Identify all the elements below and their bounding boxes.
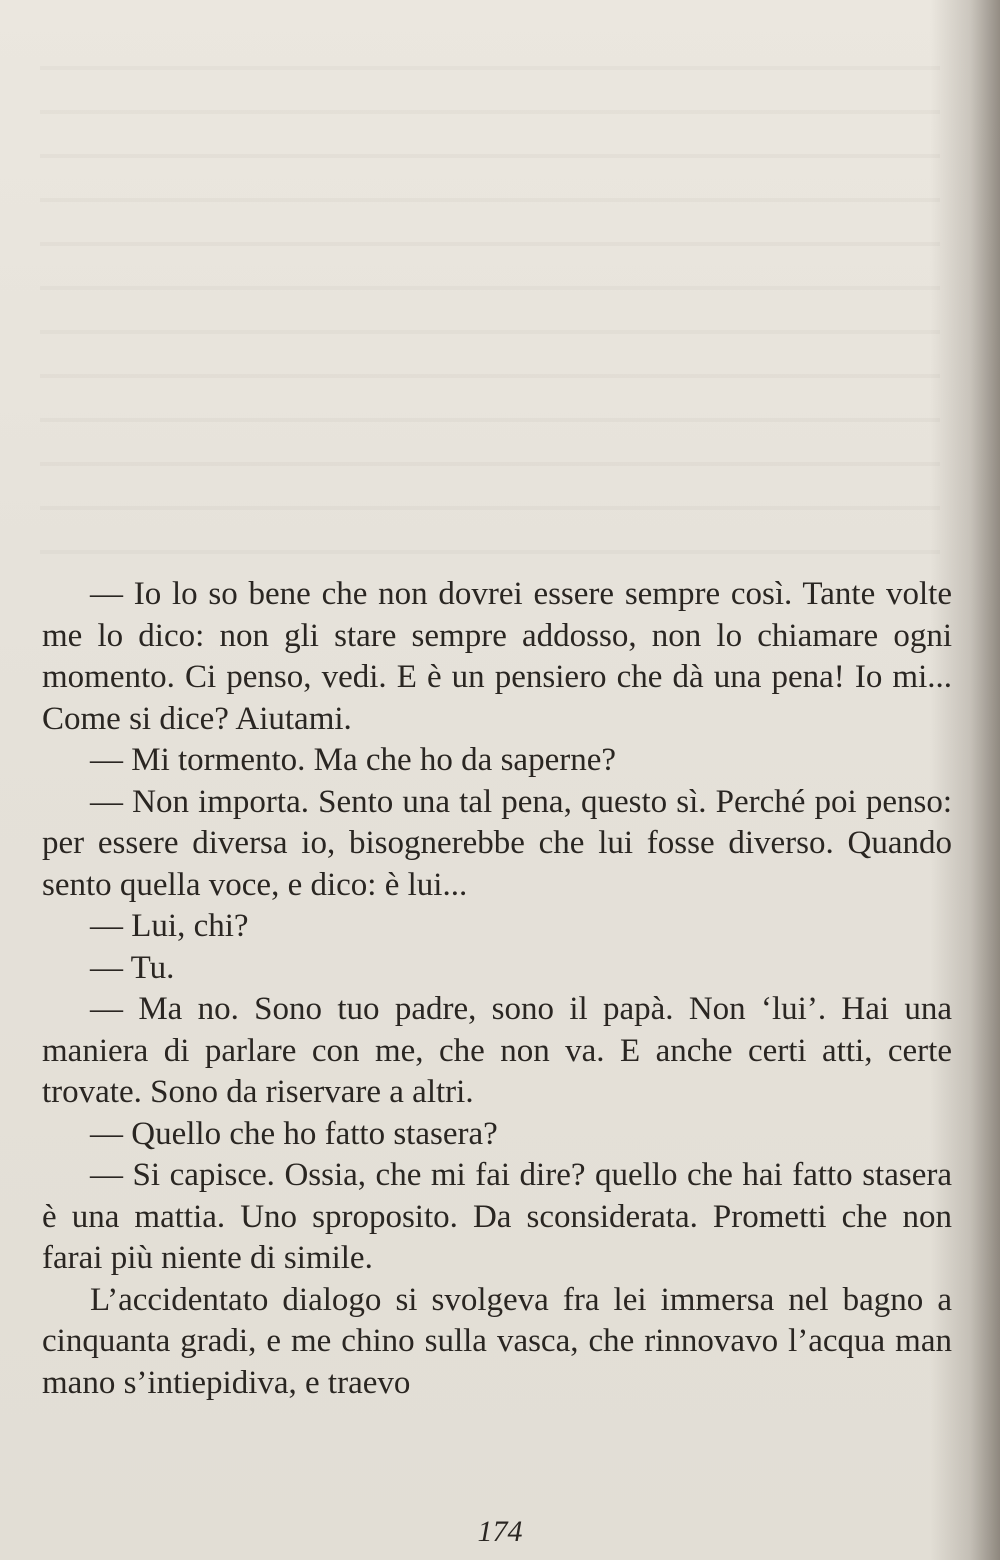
show-through-text (40, 40, 940, 560)
paragraph: — Si capisce. Ossia, che mi fai dire? quello che hai fatto stasera è una mattia. Uno sproposito. Da sconsiderata. Prometti che non farai più niente di simile. (42, 1157, 952, 1276)
page-number: 174 (477, 1515, 523, 1548)
paragraph: — Io lo so bene che non dovrei essere sempre così. Tante volte me lo dico: non gli stare sempre addosso, non lo chiamare ogni momento. Ci penso, vedi. E è un pensiero che dà una pena! Io mi... Come si dice? Aiutami. (42, 576, 952, 737)
paragraph: — Mi tormento. Ma che ho da saperne? (90, 742, 617, 778)
paragraph: — Lui, chi? (90, 908, 249, 944)
paragraph: — Tu. (90, 949, 175, 986)
paragraph: L’accidentato dialogo si svolgeva fra lei immersa nel bagno a cinquanta gradi, e me chino sulla vasca, che rinnovavo l’acqua man mano s’intiepidiva, e traevo (42, 1281, 952, 1401)
paragraph: — Ma no. Sono tuo padre, sono il papà. Non ‘lui’. Hai una maniera di parlare con me, che non va. E anche certi atti, certe trovate. Sono da riservare a altri. (42, 991, 952, 1110)
paragraph: — Non importa. Sento una tal pena, questo sì. Perché poi penso: per essere diversa io, bisognerebbe che lui fosse diverso. Quando sento quella voce, e dico: è lui... (42, 783, 952, 903)
paragraph: — Quello che ho fatto stasera? (90, 1115, 498, 1152)
body-text (42, 574, 952, 1404)
